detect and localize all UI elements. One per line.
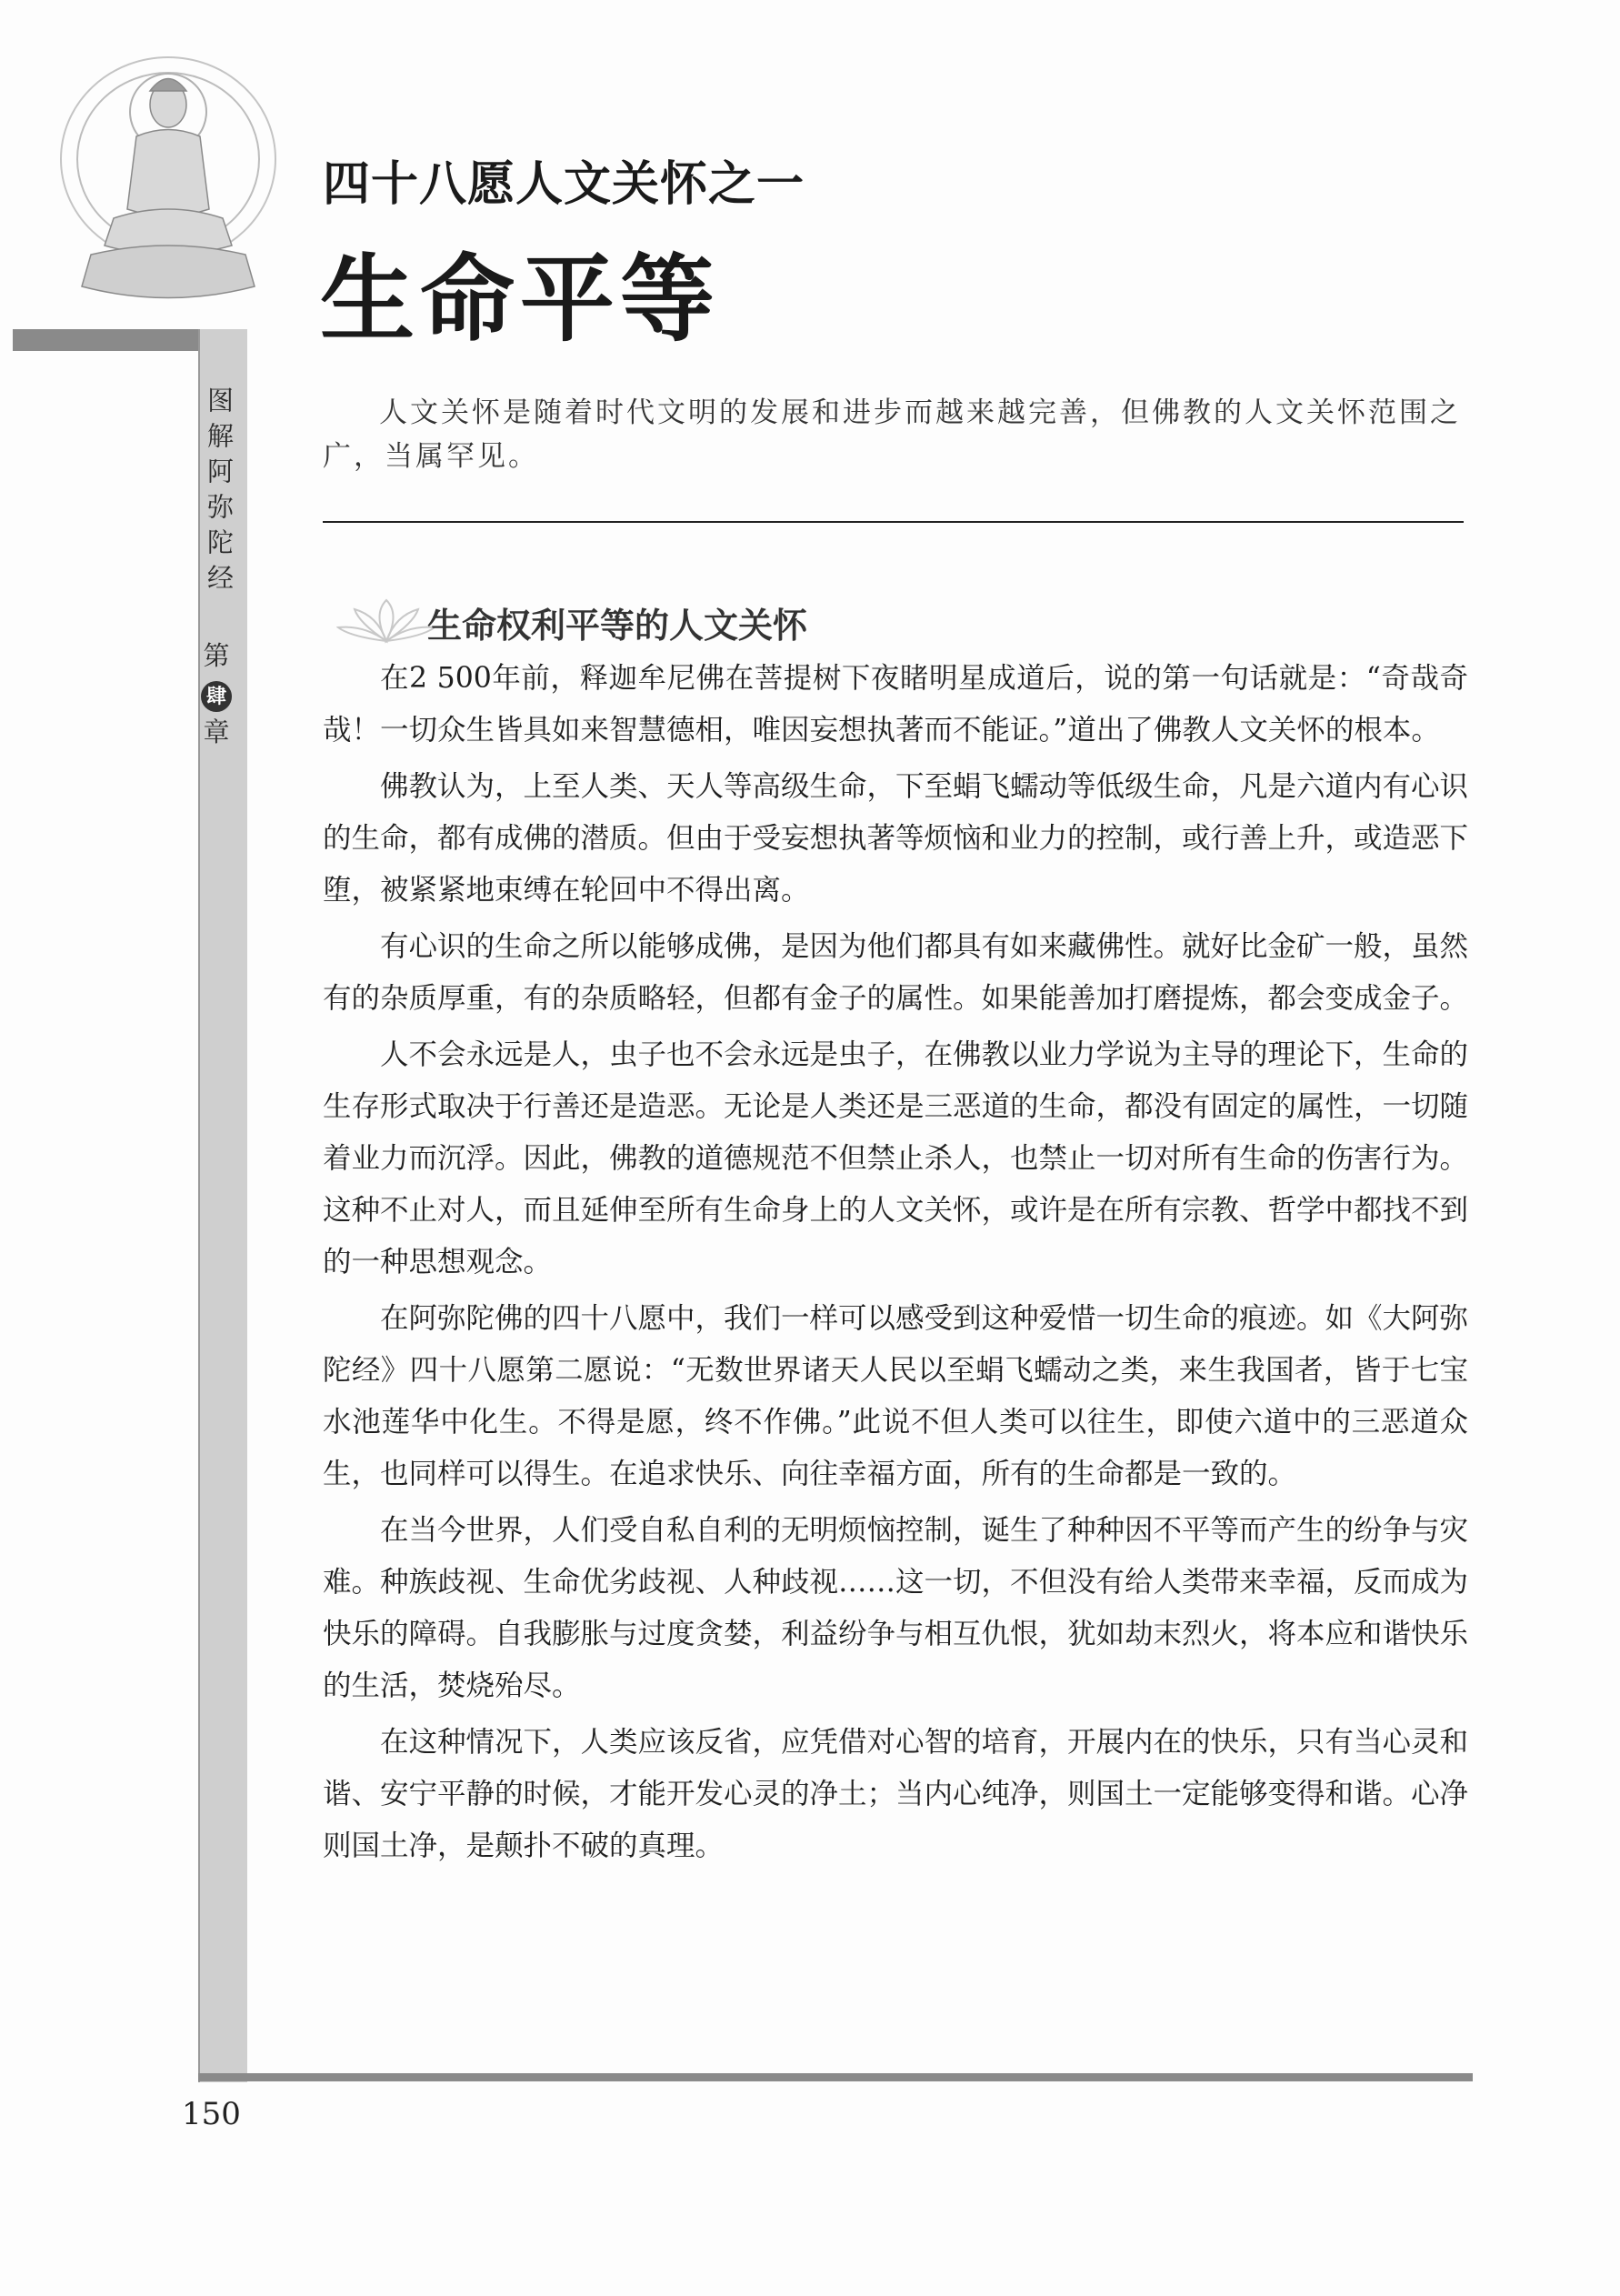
buddha-emblem-icon xyxy=(50,50,286,323)
paragraph: 佛教认为，上至人类、天人等高级生命，下至蜎飞蠕动等低级生命，凡是六道内有心识的生命，都有成佛的潜质。但由于受妄想执著等烦恼和业力的控制，或行善上升，或造恶下堕，被紧紧地束缚在轮回中不得出离。 xyxy=(323,770,1469,907)
page-number: 150 xyxy=(182,2096,241,2132)
paragraph: 在阿弥陀佛的四十八愿中，我们一样可以感受到这种爱惜一切生命的痕迹。如《大阿弥陀经》四十八愿第二愿说：“无数世界诸天人民以至蜎飞蠕动之类，来生我国者，皆于七宝水池莲华中化生。不得是愿，终不作佛。”此说不但人类可以往生，即使六道中的三恶道众生，也同样可以得生。在追求快乐、向往幸福方面，所有的生命都是一致的。 xyxy=(323,1302,1469,1490)
paragraph: 在当今世界，人们受自私自利的无明烦恼控制，诞生了种种因不平等而产生的纷争与灾难。种族歧视、生命优劣歧视、人种歧视……这一切，不但没有给人类带来幸福，反而成为快乐的障碍。自我膨胀与过度贪婪，利益纷争与相互仇恨，犹如劫末烈火，将本应和谐快乐的生活，焚烧殆尽。 xyxy=(323,1514,1469,1702)
paragraph: 在2 500年前，释迦牟尼佛在菩提树下夜睹明星成道后，说的第一句话就是：“奇哉奇哉！一切众生皆具如来智慧德相，唯因妄想执著而不能证。”道出了佛教人文关怀的根本。 xyxy=(323,662,1468,747)
paragraph: 人不会永远是人，虫子也不会永远是虫子，在佛教以业力学说为主导的理论下，生命的生存形式取决于行善还是造恶。无论是人类还是三恶道的生命，都没有固定的属性，一切随着业力而沉浮。因此，佛教的道德规范不但禁止杀人，也禁止一切对所有生命的伤害行为。这种不止对人，而且延伸至所有生命身上的人文关怀，或许是在所有宗教、哲学中都找不到的一种思想观念。 xyxy=(323,1038,1469,1278)
page-subtitle: 四十八愿人文关怀之一 xyxy=(323,157,805,212)
intro-paragraph: 人文关怀是随着时代文明的发展和进步而越来越完善，但佛教的人文关怀范围之广，当属罕见。 xyxy=(323,396,1461,473)
section-heading: 生命权利平等的人文关怀 xyxy=(427,606,808,646)
chapter-prefix: 第 xyxy=(203,640,230,671)
chapter-number-badge: 肆 xyxy=(201,681,232,712)
intro-divider xyxy=(323,521,1464,523)
paragraph: 有心识的生命之所以能够成佛，是因为他们都具有如来藏佛性。就好比金矿一般，虽然有的杂质厚重，有的杂质略轻，但都有金子的属性。如果能善加打磨提炼，都会变成金子。 xyxy=(323,930,1469,1015)
paragraph: 在这种情况下，人类应该反省，应凭借对心智的培育，开展内在的快乐，只有当心灵和谐、安宁平静的时候，才能开发心灵的净土；当内心纯净，则国土一定能够变得和谐。心净则国土净，是颠扑不破的真理。 xyxy=(323,1726,1469,1862)
chapter-suffix: 章 xyxy=(203,717,230,747)
side-chapter-label xyxy=(196,637,236,751)
body-text xyxy=(323,653,1468,1877)
lotus-icon xyxy=(336,596,436,650)
bottom-divider-bar xyxy=(198,2073,1473,2081)
side-book-title: 图解阿弥陀经 xyxy=(204,386,235,599)
page-title: 生命平等 xyxy=(320,244,721,355)
